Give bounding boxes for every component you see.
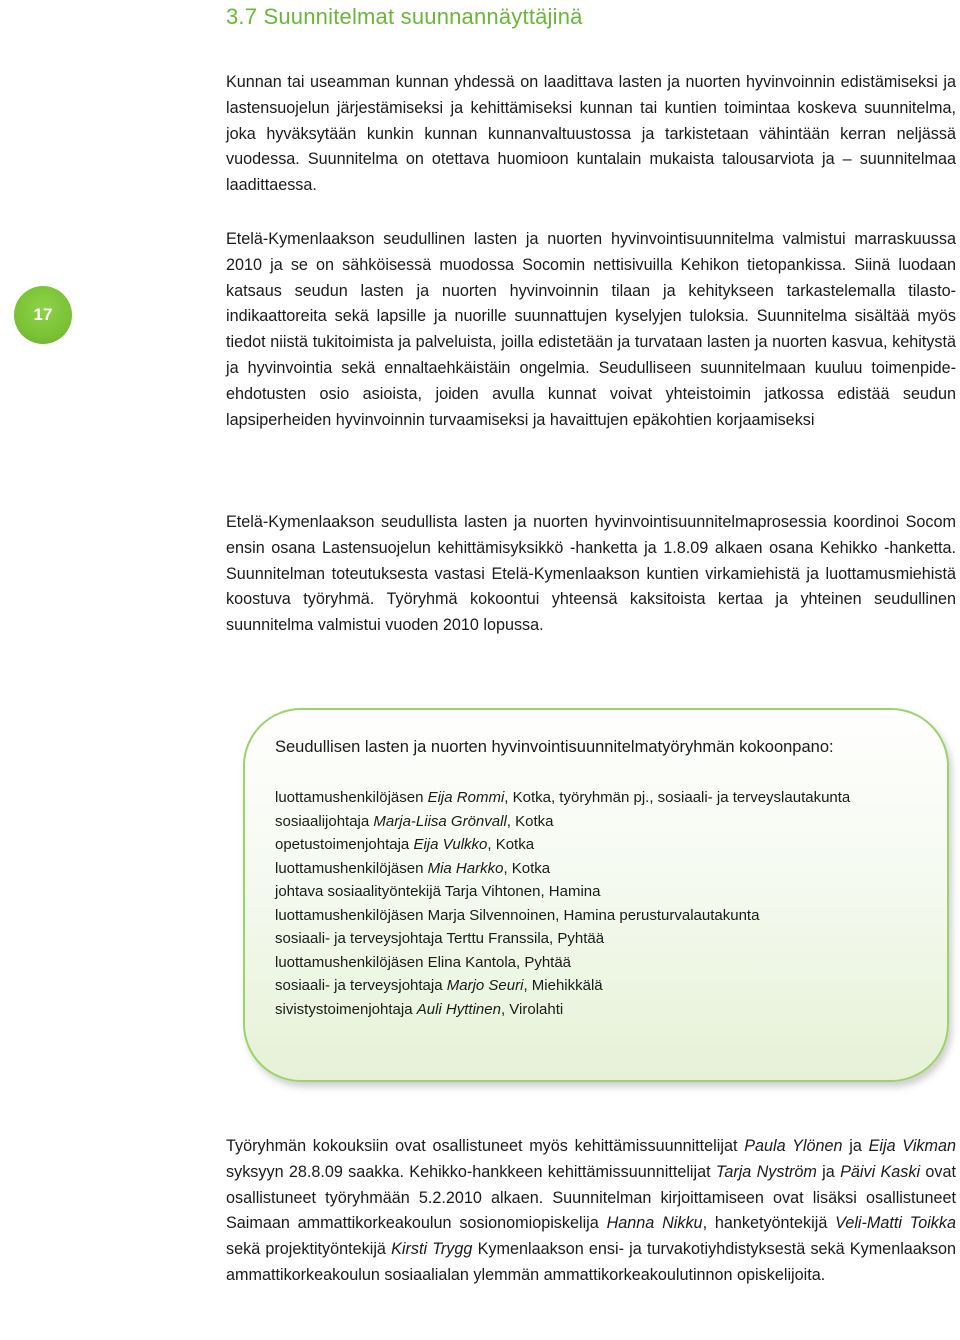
- member-item: sosiaali- ja terveysjohtaja Terttu Franssila, Pyhtää: [275, 930, 605, 947]
- paragraph-4: Työryhmän kokouksiin ovat osallistuneet myös kehittämissuunnittelijat Paula Ylönen ja Eija Vikman syksyyn 28.8.09 saakka. Kehikko-hankkeen kehittämissuunnittelijat Tarja Nyström ja Päivi Kaski ovat osallistuneet työryhmään 5.2.2010 alkaen. Suunnitelman kirjoittamiseen ovat lisäksi osallistuneet Saimaan ammattikorkeakoulun sosionomiopiskelija Hanna Nikku, hanketyöntekijä Veli-Matti Toikka sekä projektityöntekijä Kirsti Trygg Kymenlaakson ensi- ja turvakotiyhdistyksestä sekä Kymenlaakson ammattikorkeakoulun sosiaalialan ylemmän ammattikorkeakoulutinnon opiskelijoita.: [226, 1137, 956, 1284]
- member-item: sivistystoimenjohtaja Auli Hyttinen, Virolahti: [275, 1000, 564, 1018]
- member-item: luottamushenkilöjäsen Elina Kantola, Pyhtää: [275, 953, 572, 971]
- working-group-members: [275, 786, 885, 1021]
- member-item: johtava sosiaalityöntekijä Tarja Vihtonen, Hamina: [275, 883, 601, 900]
- paragraph-1: Kunnan tai useamman kunnan yhdessä on laadittava lasten ja nuorten hyvinvoinnin edistämiseksi ja lastensuojelun järjestämiseksi ja kehittämiseksi kunnan tai kuntien toimintaa koskeva suunnitelma, joka hyväksytään kunkin kunnan kunnanvaltuustossa ja tarkistetaan vähintään kerran neljässä vuodessa. Suunnitelma on otettava huomioon kuntalain mukaista talousarviota ja – suunnitelmaa laadittaessa.: [226, 73, 956, 195]
- member-item: luottamushenkilöjäsen Eija Rommi, Kotka, työryhmän pj., sosiaali- ja terveyslautakunta: [275, 789, 851, 806]
- page-number-badge: [14, 286, 72, 344]
- section-heading: 3.7 Suunnitelmat suunnannäyttäjinä: [226, 4, 583, 29]
- working-group-title: Seudullisen lasten ja nuorten hyvinvointisuunnitelmatyöryhmän kokoonpano:: [275, 738, 834, 756]
- paragraph-2: Etelä-Kymenlaakson seudullinen lasten ja nuorten hyvinvointisuunnitelma valmistui marraskuussa 2010 ja se on sähköisessä muodossa Socomin nettisivuilla Kehikon tietopankissa. Siinä luodaan katsaus seudun lasten ja nuorten hyvinvoinnin tilaan ja kehitykseen tarkastelemalla tilasto-indikaattoreita sekä lapsille ja nuorille suunnattujen kyselyjen tuloksia. Suunnitelma sisältää myös tiedot niistä tukitoimista ja palveluista, joilla edistetään ja turvataan lasten ja nuorten kasvua, kehitystä ja hyvinvointia sekä ennaltaehkäistäin ongelmia. Seudulliseen suunnitelmaan kuuluu toimenpide-ehdotusten osio asioista, joiden avulla kunnat voivat yhteistoimin jatkossa edistää seudun lapsiperheiden hyvinvoinnin turvaamiseksi ja havaittujen epäkohtien korjaamiseksi: [226, 230, 956, 429]
- member-item: sosiaalijohtaja Marja-Liisa Grönvall, Kotka: [275, 812, 554, 830]
- paragraph-3: Etelä-Kymenlaakson seudullista lasten ja nuorten hyvinvointisuunnitelmaprosessia koordinoi Socom ensin osana Lastensuojelun kehittämisyksikkö -hanketta ja 1.8.09 alkaen osana Kehikko -hanketta. Suunnitelman toteutuksesta vastasi Etelä-Kymenlaakson kuntien virkamiehistä ja luottamusmiehistä koostuva työryhmä. Työryhmä kokoontui yhteensä kaksitoista kertaa ja yhteinen seudullinen suunnitelma valmistui vuoden 2010 lopussa.: [226, 513, 956, 635]
- member-item: luottamushenkilöjäsen Marja Silvennoinen, Hamina perusturvalautakunta: [275, 906, 760, 924]
- member-item: sosiaali- ja terveysjohtaja Marjo Seuri, Miehikkälä: [275, 977, 603, 994]
- member-item: luottamushenkilöjäsen Mia Harkko, Kotka: [275, 859, 551, 877]
- member-item: opetustoimenjohtaja Eija Vulkko, Kotka: [275, 836, 535, 853]
- page-number: 17: [33, 305, 53, 324]
